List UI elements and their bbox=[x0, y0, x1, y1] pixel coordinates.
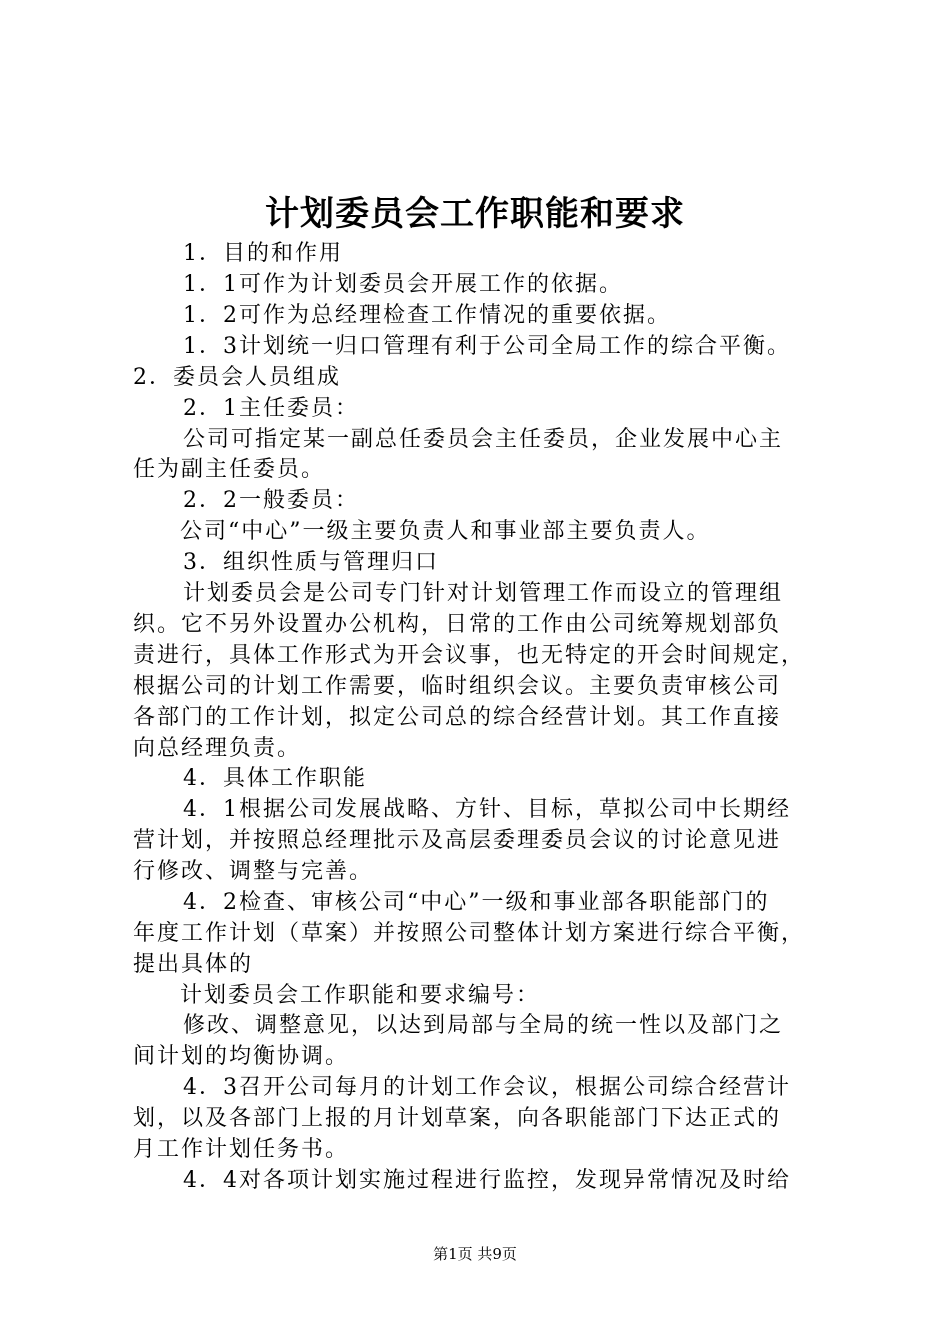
text-line: 4．1根据公司发展战略、方针、目标，草拟公司中长期经 bbox=[183, 797, 791, 822]
text-line: 1．3计划统一归口管理有利于公司全局工作的综合平衡。 bbox=[183, 334, 791, 359]
text-line: 2．2一般委员： bbox=[183, 488, 359, 513]
text-line: 4．3召开公司每月的计划工作会议，根据公司综合经营计 bbox=[183, 1075, 791, 1100]
text-line: 公司可指定某一副总任委员会主任委员，企业发展中心主 bbox=[183, 427, 784, 452]
text-line: 计划委员会工作职能和要求编号： bbox=[180, 983, 541, 1008]
page-footer: 第1页 共9页 bbox=[433, 1245, 517, 1263]
text-line: 4．具体工作职能 bbox=[183, 766, 367, 791]
text-line: 2．1主任委员： bbox=[183, 396, 359, 421]
text-line: 公司“中心”一级主要负责人和事业部主要负责人。 bbox=[180, 519, 711, 544]
text-line: 任为副主任委员。 bbox=[133, 457, 326, 482]
text-line: 提出具体的 bbox=[133, 952, 254, 977]
document-title: 计划委员会工作职能和要求 bbox=[265, 194, 685, 234]
text-line: 年度工作计划（草案）并按照公司整体计划方案进行综合平衡， bbox=[133, 921, 806, 946]
text-line: 4．2检查、审核公司“中心”一级和事业部各职能部门的 bbox=[183, 890, 770, 915]
text-line: 根据公司的计划工作需要，临时组织会议。主要负责审核公司 bbox=[133, 674, 782, 699]
text-line: 向总经理负责。 bbox=[133, 736, 302, 761]
text-line: 1．2可作为总经理检查工作情况的重要依据。 bbox=[183, 303, 671, 328]
text-line: 4．4对各项计划实施过程进行监控，发现异常情况及时给 bbox=[183, 1168, 791, 1193]
text-line: 2．委员会人员组成 bbox=[133, 365, 341, 390]
text-line: 织。它不另外设置办公机构，日常的工作由公司统筹规划部负 bbox=[133, 612, 782, 637]
text-line: 月工作计划任务书。 bbox=[133, 1137, 350, 1162]
text-line: 营计划，并按照总经理批示及高层委理委员会议的讨论意见进 bbox=[133, 828, 782, 853]
text-line: 计划委员会是公司专门针对计划管理工作而设立的管理组 bbox=[183, 581, 784, 606]
text-line: 各部门的工作计划，拟定公司总的综合经营计划。其工作直接 bbox=[133, 705, 782, 730]
text-line: 修改、调整意见，以达到局部与全局的统一性以及部门之 bbox=[183, 1013, 784, 1038]
text-line: 责进行，具体工作形式为开会议事，也无特定的开会时间规定， bbox=[133, 643, 806, 668]
text-line: 行修改、调整与完善。 bbox=[133, 859, 374, 884]
text-line: 3．组织性质与管理归口 bbox=[183, 550, 439, 575]
text-line: 划，以及各部门上报的月计划草案，向各职能部门下达正式的 bbox=[133, 1106, 782, 1131]
text-line: 间计划的均衡协调。 bbox=[133, 1044, 350, 1069]
text-line: 1．1可作为计划委员会开展工作的依据。 bbox=[183, 272, 623, 297]
text-line: 1．目的和作用 bbox=[183, 241, 343, 266]
